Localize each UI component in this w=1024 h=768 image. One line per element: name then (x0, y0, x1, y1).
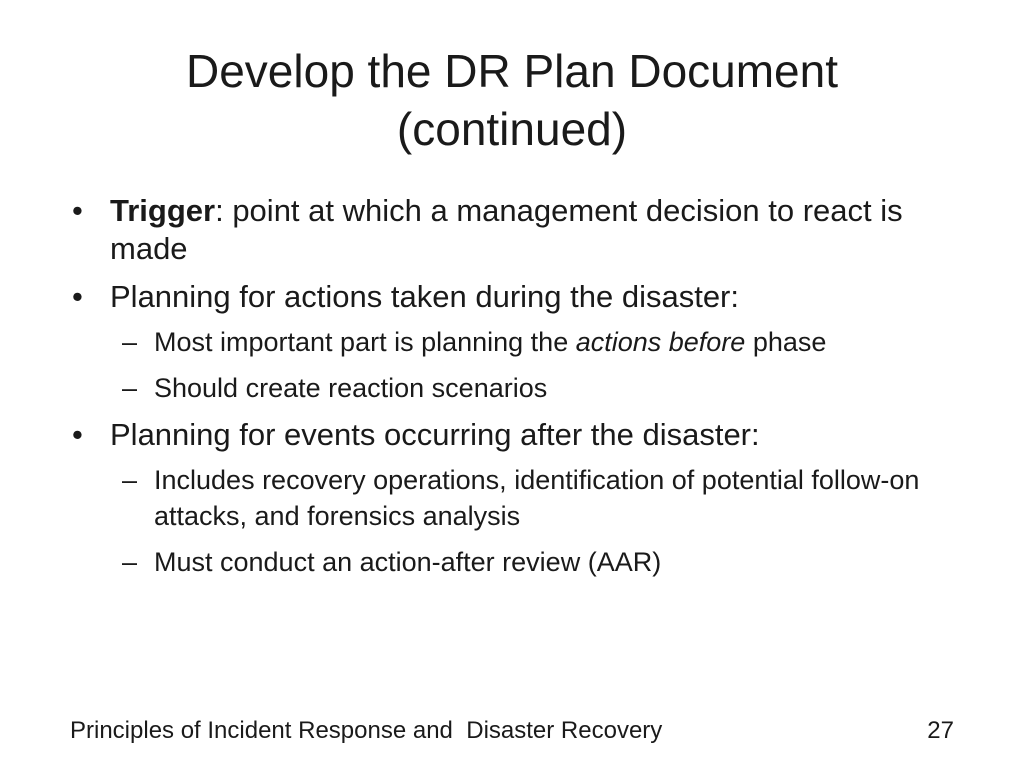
sub-bullet-aar-text: Must conduct an action-after review (AAR) (154, 547, 662, 577)
sub-bullet-aar (72, 544, 952, 580)
slide-body (72, 192, 952, 590)
bullet-after-disaster-text: Planning for events occurring after the disaster: (110, 417, 760, 452)
sub-bullet-dash-icon: – (122, 373, 138, 403)
bullet-during-disaster-text: Planning for actions taken during the disaster: (110, 279, 739, 314)
sub-bullet-recovery-operations (72, 462, 952, 534)
bullet-dot-icon: • (72, 279, 83, 314)
sub-bullet-dash-icon: – (122, 327, 138, 357)
sub-bullet-dash-icon: – (122, 465, 138, 495)
slide-title (0, 42, 1024, 158)
sub-bullets-after-disaster (72, 462, 952, 580)
sub-bullet-reaction-scenarios (72, 370, 952, 406)
bullet-trigger (72, 192, 952, 268)
slide-title-line-1: Develop the DR Plan Document (186, 45, 838, 97)
sub-bullet-recovery-operations-text: Includes recovery operations, identification of potential follow-on attacks, and forensics analysis (154, 465, 920, 531)
bullet-trigger-text: : point at which a management decision to react is made (110, 193, 903, 266)
bullet-during-disaster (72, 278, 952, 316)
sub-bullet-dash-icon: – (122, 547, 138, 577)
footer-page-number: 27 (927, 717, 954, 744)
bullet-dot-icon: • (72, 417, 83, 452)
sub-bullet-actions-before-text: Most important part is planning the (154, 327, 576, 357)
footer-course-title: Principles of Incident Response and Disaster Recovery (70, 717, 663, 744)
bullet-dot-icon: • (72, 193, 83, 228)
sub-bullet-actions-before-emphasis: actions before (575, 327, 746, 357)
slide-title-line-2: (continued) (396, 103, 628, 155)
bullet-after-disaster (72, 416, 952, 454)
sub-bullets-during-disaster (72, 324, 952, 406)
bullet-trigger-term: Trigger (110, 193, 216, 228)
sub-bullet-actions-before (72, 324, 952, 360)
sub-bullet-reaction-scenarios-text: Should create reaction scenarios (154, 373, 548, 403)
sub-bullet-actions-before-text-after: phase (745, 327, 827, 357)
